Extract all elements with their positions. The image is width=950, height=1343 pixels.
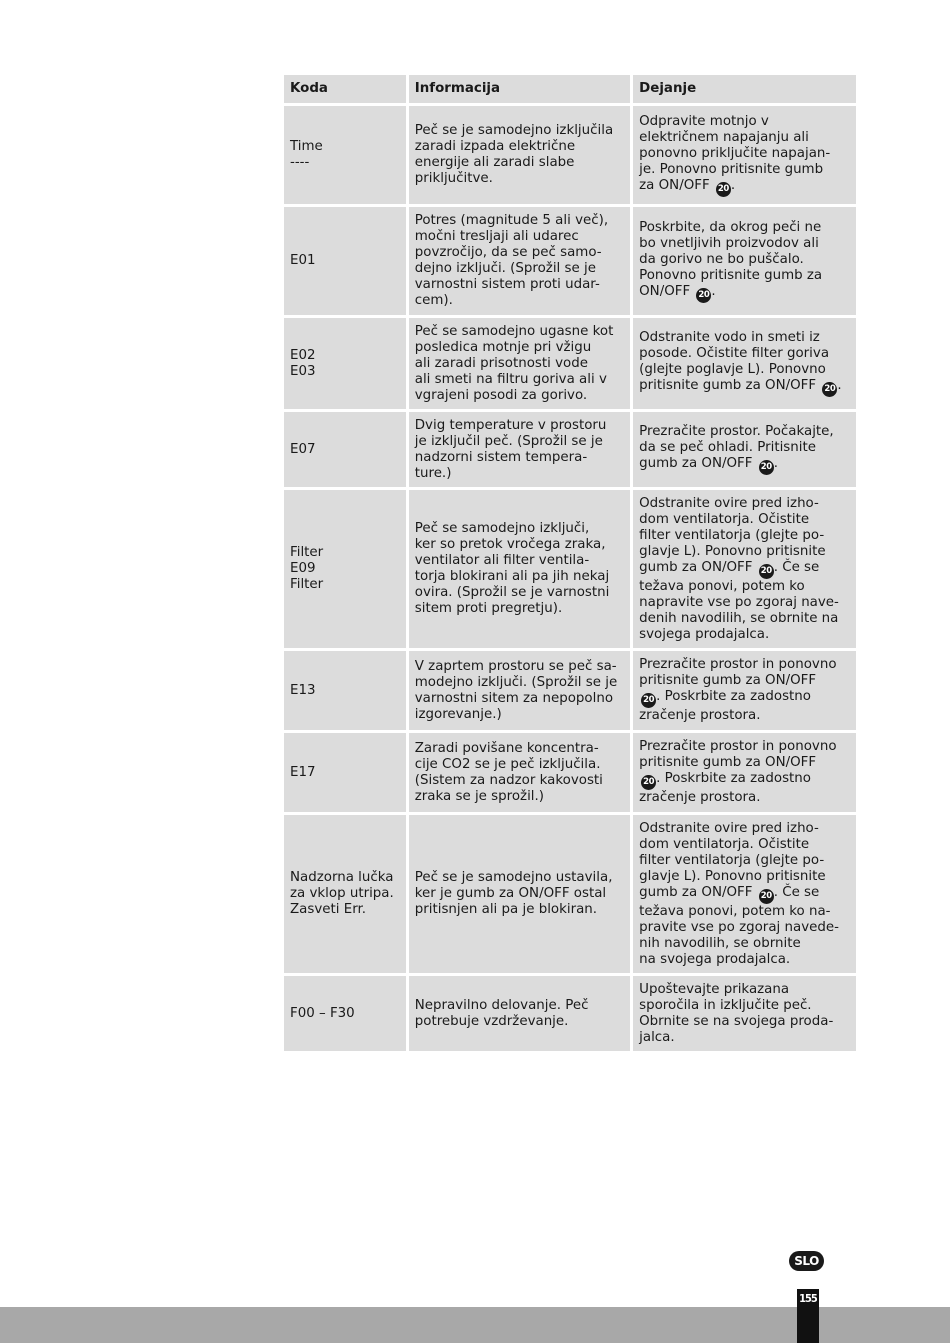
code-line: F00 – F30: [290, 1005, 355, 1021]
code-cell: [284, 207, 406, 315]
code-cell: [284, 412, 406, 487]
line-text: . Če se: [773, 884, 820, 900]
numbered-circle-20-icon: 20: [716, 182, 731, 197]
info-line: vgrajeni posodi za gorivo.: [414, 387, 588, 403]
info-line: ali zaradi prisotnosti vode: [414, 355, 588, 371]
line-text: . Poskrbite za zadostno: [656, 689, 811, 704]
code-line: ----: [290, 155, 310, 170]
table-header-row: [284, 75, 856, 103]
info-line: zaradi izpada električne: [414, 139, 576, 154]
action-line: zračenje prostora.: [639, 708, 761, 723]
table-row: [284, 490, 856, 648]
code-cell: [284, 733, 406, 812]
info-line: varnostni sitem za nepopolno: [414, 690, 614, 706]
line-text: gumb za ON/OFF: [639, 559, 757, 575]
action-line: [639, 378, 850, 397]
code-line: Filter: [290, 545, 324, 560]
code-line: Time: [290, 139, 323, 154]
info-line: pritisnjen ali pa je blokiran.: [414, 902, 598, 917]
info-line: Potres (magnitude 5 ali več),: [414, 213, 609, 228]
action-line: posode. Očistite filter goriva: [639, 346, 830, 361]
info-cell: [409, 733, 630, 812]
action-line: Odstranite vodo in smeti iz: [639, 330, 820, 345]
line-text: gumb za ON/OFF: [639, 884, 757, 900]
action-cell: [633, 976, 856, 1051]
action-cell: [633, 106, 856, 204]
action-line: pritisnite gumb za ON/OFF: [639, 673, 817, 688]
action-line: [639, 456, 850, 475]
action-line: Ponovno pritisnite gumb za: [639, 267, 823, 283]
info-line: Peč se samodejno ugasne kot: [414, 323, 614, 339]
info-cell: [409, 207, 630, 315]
action-line: [639, 689, 850, 708]
info-cell: [409, 490, 630, 648]
action-line: bo vnetljivih proizvodov ali: [639, 235, 819, 251]
line-text: .: [837, 378, 842, 393]
action-cell: [633, 412, 856, 487]
action-line: denih navodilih, se obrnite na: [639, 610, 839, 626]
action-line: sporočila in izključite peč.: [639, 997, 812, 1013]
action-line: pravite vse po zgoraj navede-: [639, 919, 839, 935]
line-text: pritisnite gumb za ON/OFF: [639, 378, 821, 393]
info-line: ventilator ali filter ventila-: [414, 553, 590, 568]
code-line: E02: [290, 347, 316, 363]
action-line: težava ponovi, potem ko: [639, 578, 805, 594]
action-line: dom ventilatorja. Očistite: [639, 511, 810, 527]
info-line: zraka se je sprožil.): [414, 788, 544, 804]
info-line: Nepravilno delovanje. Peč: [414, 997, 589, 1013]
header-dejanje: Dejanje: [633, 75, 856, 103]
code-line: Nadzorna lučka: [290, 870, 394, 885]
info-line: posledica motnje pri vžigu: [414, 339, 592, 355]
action-line: napravite vse po zgoraj nave-: [639, 594, 839, 610]
info-line: Dvig temperature v prostoru: [414, 417, 607, 433]
numbered-circle-20-icon: 20: [759, 564, 774, 579]
action-line: glavje L). Ponovno pritisnite: [639, 543, 826, 559]
info-line: varnostni sistem proti udar-: [414, 277, 600, 292]
info-cell: [409, 318, 630, 409]
language-badge: SLO: [789, 1251, 824, 1271]
info-line: V zaprtem prostoru se peč sa-: [414, 658, 617, 674]
code-line: E17: [290, 764, 316, 780]
line-text: . Če se: [773, 559, 820, 575]
info-cell: [409, 976, 630, 1051]
info-line: dejno izključi. (Sprožil se je: [414, 261, 596, 276]
table-row: [284, 733, 856, 812]
action-line: [639, 771, 850, 790]
numbered-circle-20-icon: 20: [641, 775, 656, 790]
action-cell: [633, 490, 856, 648]
action-line: pritisnite gumb za ON/OFF: [639, 755, 817, 770]
action-line: zračenje prostora.: [639, 790, 761, 805]
info-line: ture.): [414, 465, 452, 481]
action-line: da gorivo ne bo puščalo.: [639, 251, 804, 267]
info-line: je izključil peč. (Sprožil se je: [414, 433, 603, 449]
action-line: jalca.: [639, 1029, 675, 1045]
action-line: [639, 178, 850, 197]
numbered-circle-20-icon: 20: [696, 288, 711, 303]
info-line: ovira. (Sprožil se je varnostni: [414, 585, 610, 600]
action-line: Prezračite prostor. Počakajte,: [639, 424, 834, 439]
action-line: [639, 284, 850, 303]
action-line: Poskrbite, da okrog peči ne: [639, 219, 822, 235]
info-line: povzročijo, da se peč samo-: [414, 245, 602, 260]
info-line: energije ali zaradi slabe: [414, 155, 575, 170]
action-cell: [633, 318, 856, 409]
code-cell: [284, 490, 406, 648]
action-line: filter ventilatorja (glejte po-: [639, 852, 825, 868]
info-line: izgorevanje.): [414, 706, 502, 722]
info-line: cije CO2 se je peč izključila.: [414, 756, 601, 772]
code-line: Filter: [290, 577, 324, 592]
page-number: 155: [799, 1292, 817, 1305]
table-row: [284, 815, 856, 973]
info-line: cem).: [414, 293, 453, 308]
action-line: dom ventilatorja. Očistite: [639, 836, 810, 852]
info-line: Peč se je samodejno ustavila,: [414, 870, 613, 885]
action-line: nih navodilih, se obrnite: [639, 935, 801, 951]
info-line: ali smeti na filtru goriva ali v: [414, 371, 607, 387]
code-cell: [284, 318, 406, 409]
info-line: Zaradi povišane koncentra-: [414, 740, 599, 756]
code-cell: [284, 976, 406, 1051]
action-line: Odpravite motnjo v: [639, 113, 769, 129]
info-line: sitem proti pregretju).: [414, 601, 563, 616]
info-cell: [409, 412, 630, 487]
info-cell: [409, 651, 630, 730]
info-cell: [409, 815, 630, 973]
code-line: za vklop utripa.: [290, 886, 394, 901]
action-line: težava ponovi, potem ko na-: [639, 903, 831, 919]
line-text: za ON/OFF: [639, 177, 714, 193]
action-cell: [633, 733, 856, 812]
action-line: svojega prodajalca.: [639, 626, 770, 642]
header-koda: Koda: [284, 75, 406, 103]
action-line: [639, 885, 850, 904]
action-line: je. Ponovno pritisnite gumb: [639, 161, 824, 177]
numbered-circle-20-icon: 20: [822, 382, 837, 397]
action-line: (glejte poglavje L). Ponovno: [639, 362, 826, 377]
code-cell: [284, 106, 406, 204]
action-line: [639, 560, 850, 579]
action-line: filter ventilatorja (glejte po-: [639, 527, 825, 543]
action-line: Prezračite prostor in ponovno: [639, 657, 837, 672]
info-line: ker je gumb za ON/OFF ostal: [414, 886, 607, 901]
line-text: ON/OFF: [639, 283, 695, 299]
line-text: .: [773, 456, 778, 471]
action-line: Odstranite ovire pred izho-: [639, 820, 819, 836]
info-line: močni tresljaji ali udarec: [414, 229, 579, 244]
info-line: Peč se samodejno izključi,: [414, 521, 590, 536]
info-cell: [409, 106, 630, 204]
action-line: ponovno priključite napajan-: [639, 145, 831, 161]
numbered-circle-20-icon: 20: [641, 693, 656, 708]
header-informacija: Informacija: [409, 75, 630, 103]
action-line: električnem napajanju ali: [639, 129, 809, 145]
info-line: ker so pretok vročega zraka,: [414, 537, 606, 552]
info-line: modejno izključi. (Sprožil se je: [414, 674, 618, 690]
action-line: Prezračite prostor in ponovno: [639, 739, 837, 754]
code-line: E13: [290, 682, 316, 698]
line-text: .: [711, 283, 716, 299]
numbered-circle-20-icon: 20: [759, 889, 774, 904]
error-code-table: [281, 72, 859, 1054]
action-cell: [633, 815, 856, 973]
info-line: Peč se je samodejno izključila: [414, 123, 614, 138]
code-line: E03: [290, 363, 316, 379]
table-row: [284, 976, 856, 1051]
info-line: torja blokirani ali pa jih nekaj: [414, 569, 610, 584]
table-row: [284, 412, 856, 487]
code-line: E01: [290, 253, 316, 268]
action-line: na svojega prodajalca.: [639, 951, 791, 967]
action-line: Upoštevajte prikazana: [639, 981, 790, 997]
code-line: E09: [290, 561, 316, 576]
line-text: . Poskrbite za zadostno: [656, 771, 811, 786]
info-line: potrebuje vzdrževanje.: [414, 1013, 569, 1029]
code-cell: [284, 651, 406, 730]
numbered-circle-20-icon: 20: [759, 460, 774, 475]
action-line: Odstranite ovire pred izho-: [639, 495, 819, 511]
code-line: E07: [290, 441, 316, 457]
table-row: [284, 318, 856, 409]
action-cell: [633, 651, 856, 730]
code-cell: [284, 815, 406, 973]
line-text: gumb za ON/OFF: [639, 456, 757, 471]
info-line: nadzorni sistem tempera-: [414, 449, 588, 465]
table-row: [284, 651, 856, 730]
action-line: Obrnite se na svojega proda-: [639, 1013, 834, 1029]
info-line: priključitve.: [414, 171, 493, 186]
line-text: .: [730, 177, 736, 193]
action-line: da se peč ohladi. Pritisnite: [639, 440, 816, 455]
table-row: [284, 106, 856, 204]
action-cell: [633, 207, 856, 315]
info-line: (Sistem za nadzor kakovosti: [414, 772, 603, 788]
action-line: glavje L). Ponovno pritisnite: [639, 868, 826, 884]
code-line: Zasveti Err.: [290, 902, 367, 917]
table-row: [284, 207, 856, 315]
